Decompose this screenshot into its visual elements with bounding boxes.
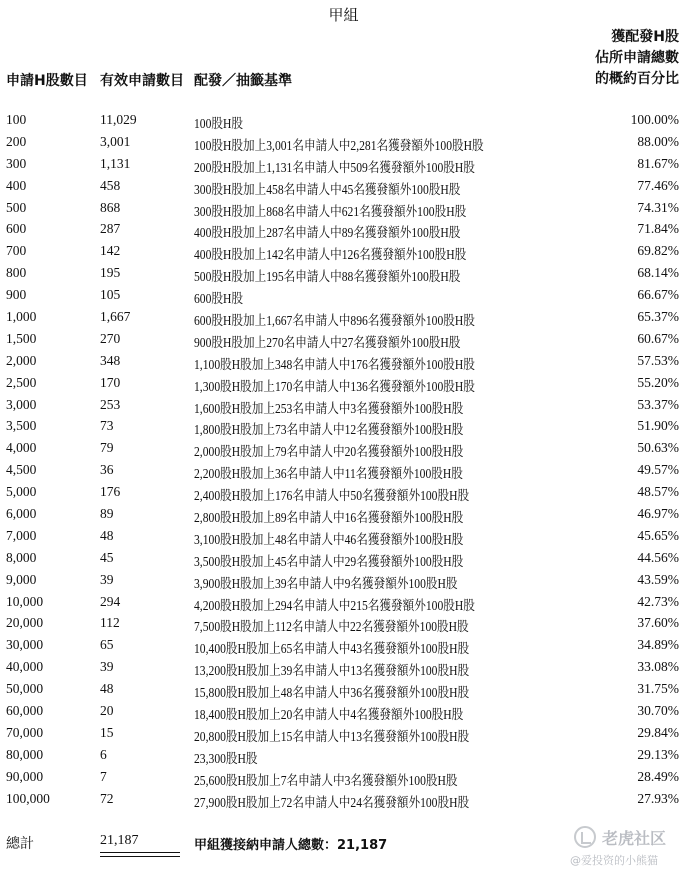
cell-shares-applied: 10,000: [6, 593, 44, 609]
cell-shares-applied: 60,000: [6, 703, 44, 719]
cell-shares-applied: 600: [6, 221, 27, 237]
cell-shares-applied: 300: [6, 155, 27, 171]
cell-percentage: 27.93%: [637, 790, 679, 806]
cell-shares-applied: 700: [6, 243, 27, 259]
table-row: [0, 395, 687, 417]
cell-shares-applied: 1,000: [6, 309, 37, 325]
table-row: [0, 154, 687, 176]
cell-valid-applications: 294: [100, 593, 121, 609]
cell-allotment-basis: 27,900股H股加上72名申請人中24名獲發額外100股H股: [194, 794, 470, 810]
cell-valid-applications: 270: [100, 330, 121, 346]
cell-allotment-basis: 2,000股H股加上79名申請人中20名獲發額外100股H股: [194, 444, 464, 460]
cell-shares-applied: 500: [6, 199, 27, 215]
cell-valid-applications: 79: [100, 440, 114, 456]
cell-percentage: 46.97%: [637, 506, 679, 522]
table-row: [0, 701, 687, 723]
total-applications: 21,187: [100, 833, 139, 848]
table-row: [0, 307, 687, 329]
cell-shares-applied: 30,000: [6, 637, 44, 653]
cell-valid-applications: 73: [100, 418, 114, 434]
table-row: [0, 723, 687, 745]
cell-shares-applied: 4,500: [6, 462, 37, 478]
allotment-table: [0, 110, 687, 811]
cell-valid-applications: 3,001: [100, 133, 131, 149]
cell-percentage: 30.70%: [637, 703, 679, 719]
table-row: [0, 745, 687, 767]
cell-shares-applied: 900: [6, 287, 27, 303]
cell-allotment-basis: 18,400股H股加上20名申請人中4名獲發額外100股H股: [194, 707, 464, 723]
cell-valid-applications: 195: [100, 265, 121, 281]
cell-percentage: 42.73%: [637, 593, 679, 609]
cell-shares-applied: 80,000: [6, 746, 44, 762]
cell-shares-applied: 90,000: [6, 768, 44, 784]
cell-valid-applications: 142: [100, 243, 121, 259]
header-percentage-line-3: 的概約百分比: [595, 71, 679, 87]
table-row: [0, 504, 687, 526]
cell-valid-applications: 253: [100, 396, 121, 412]
cell-valid-applications: 1,667: [100, 309, 131, 325]
watermark-brand: 老虎社区: [602, 829, 667, 848]
cell-percentage: 55.20%: [637, 374, 679, 390]
cell-shares-applied: 2,500: [6, 374, 37, 390]
cell-allotment-basis: 300股H股加上458名申請人中45名獲發額外100股H股: [194, 181, 461, 197]
cell-allotment-basis: 3,100股H股加上48名申請人中46名獲發額外100股H股: [194, 531, 464, 547]
cell-allotment-basis: 2,800股H股加上89名申請人中16名獲發額外100股H股: [194, 510, 464, 526]
cell-percentage: 68.14%: [637, 265, 679, 281]
cell-shares-applied: 5,000: [6, 484, 37, 500]
cell-valid-applications: 176: [100, 484, 121, 500]
cell-allotment-basis: 13,200股H股加上39名申請人中13名獲發額外100股H股: [194, 663, 470, 679]
cell-valid-applications: 65: [100, 637, 114, 653]
cell-percentage: 37.60%: [637, 615, 679, 631]
table-row: [0, 351, 687, 373]
cell-valid-applications: 105: [100, 287, 121, 303]
cell-allotment-basis: 600股H股加上1,667名申請人中896名獲發額外100股H股: [194, 313, 475, 329]
table-row: [0, 110, 687, 132]
cell-shares-applied: 100,000: [6, 790, 50, 806]
cell-allotment-basis: 3,900股H股加上39名申請人中9名獲發額外100股H股: [194, 575, 458, 591]
cell-allotment-basis: 23,300股H股: [194, 750, 258, 766]
total-double-underline: [100, 852, 180, 857]
header-percentage-line-1: 獲配發H股: [611, 29, 679, 45]
cell-valid-applications: 45: [100, 549, 114, 565]
table-row: [0, 219, 687, 241]
header-valid-applications: 有效申請數目: [100, 73, 184, 89]
cell-valid-applications: 39: [100, 659, 114, 675]
cell-allotment-basis: 400股H股加上142名申請人中126名獲發額外100股H股: [194, 247, 467, 263]
table-row: [0, 482, 687, 504]
cell-shares-applied: 4,000: [6, 440, 37, 456]
cell-shares-applied: 70,000: [6, 724, 44, 740]
cell-percentage: 49.57%: [637, 462, 679, 478]
cell-allotment-basis: 1,100股H股加上348名申請人中176名獲發額外100股H股: [194, 356, 475, 372]
cell-percentage: 45.65%: [637, 527, 679, 543]
cell-valid-applications: 1,131: [100, 155, 131, 171]
cell-percentage: 81.67%: [637, 155, 679, 171]
cell-allotment-basis: 4,200股H股加上294名申請人中215名獲發額外100股H股: [194, 597, 475, 613]
table-row: [0, 613, 687, 635]
cell-percentage: 53.37%: [637, 396, 679, 412]
cell-percentage: 77.46%: [637, 177, 679, 193]
cell-shares-applied: 9,000: [6, 571, 37, 587]
cell-allotment-basis: 10,400股H股加上65名申請人中43名獲發額外100股H股: [194, 641, 470, 657]
cell-percentage: 60.67%: [637, 330, 679, 346]
header-percentage-line-2: 佔所申請總數: [595, 50, 679, 66]
cell-shares-applied: 7,000: [6, 527, 37, 543]
cell-allotment-basis: 100股H股加上3,001名申請人中2,281名獲發額外100股H股: [194, 137, 484, 153]
cell-valid-applications: 48: [100, 527, 114, 543]
header-percentage: [595, 27, 679, 90]
cell-percentage: 28.49%: [637, 768, 679, 784]
table-row: [0, 176, 687, 198]
table-row: [0, 592, 687, 614]
cell-valid-applications: 72: [100, 790, 114, 806]
cell-valid-applications: 6: [100, 746, 107, 762]
table-row: [0, 373, 687, 395]
cell-percentage: 88.00%: [637, 133, 679, 149]
cell-shares-applied: 100: [6, 112, 27, 127]
cell-valid-applications: 7: [100, 768, 107, 784]
table-row: [0, 635, 687, 657]
cell-shares-applied: 1,500: [6, 330, 37, 346]
cell-valid-applications: 170: [100, 374, 121, 390]
cell-percentage: 31.75%: [637, 681, 679, 697]
table-row: [0, 548, 687, 570]
cell-allotment-basis: 200股H股加上1,131名申請人中509名獲發額外100股H股: [194, 159, 475, 175]
cell-percentage: 65.37%: [637, 309, 679, 325]
cell-valid-applications: 348: [100, 352, 121, 368]
cell-allotment-basis: 15,800股H股加上48名申請人中36名獲發額外100股H股: [194, 685, 470, 701]
table-row: [0, 329, 687, 351]
table-row: [0, 657, 687, 679]
cell-allotment-basis: 3,500股H股加上45名申請人中29名獲發額外100股H股: [194, 553, 464, 569]
watermark-logo-icon: [574, 826, 596, 848]
cell-percentage: 51.90%: [637, 418, 679, 434]
cell-allotment-basis: 300股H股加上868名申請人中621名獲發額外100股H股: [194, 203, 467, 219]
cell-percentage: 69.82%: [637, 243, 679, 259]
cell-percentage: 43.59%: [637, 571, 679, 587]
cell-allotment-basis: 20,800股H股加上15名申請人中13名獲發額外100股H股: [194, 728, 470, 744]
watermark-handle: @爱投资的小熊猫: [570, 854, 658, 867]
cell-shares-applied: 20,000: [6, 615, 44, 631]
table-row: [0, 526, 687, 548]
cell-allotment-basis: 2,400股H股加上176名申請人中50名獲發額外100股H股: [194, 488, 470, 504]
cell-shares-applied: 200: [6, 133, 27, 149]
cell-valid-applications: 458: [100, 177, 121, 193]
table-row: [0, 767, 687, 789]
cell-allotment-basis: 1,300股H股加上170名申請人中136名獲發額外100股H股: [194, 378, 475, 394]
table-row: [0, 198, 687, 220]
total-label: 總計: [6, 837, 34, 852]
cell-percentage: 44.56%: [637, 549, 679, 565]
document-title: 甲組: [328, 8, 359, 24]
cell-valid-applications: 112: [100, 615, 120, 631]
table-row: [0, 263, 687, 285]
table-row: [0, 789, 687, 811]
table-row: [0, 241, 687, 263]
cell-allotment-basis: 25,600股H股加上7名申請人中3名獲發額外100股H股: [194, 772, 458, 788]
cell-valid-applications: 868: [100, 199, 121, 215]
cell-percentage: 34.89%: [637, 637, 679, 653]
cell-shares-applied: 3,500: [6, 418, 37, 434]
cell-allotment-basis: 2,200股H股加上36名申請人中11名獲發額外100股H股: [194, 466, 463, 482]
cell-percentage: 50.63%: [637, 440, 679, 456]
cell-percentage: 48.57%: [637, 484, 679, 500]
cell-valid-applications: 20: [100, 703, 114, 719]
header-shares-applied: 申請H股數目: [6, 73, 88, 89]
cell-percentage: 71.84%: [637, 221, 679, 237]
cell-allotment-basis: 500股H股加上195名申請人中88名獲發額外100股H股: [194, 269, 461, 285]
table-row: [0, 416, 687, 438]
cell-valid-applications: 11,029: [100, 112, 137, 127]
total-summary: 甲組獲接納申請人總數：21,187: [194, 838, 388, 853]
cell-allotment-basis: 100股H股: [194, 116, 244, 131]
cell-valid-applications: 89: [100, 506, 114, 522]
cell-percentage: 100.00%: [630, 112, 679, 127]
cell-shares-applied: 8,000: [6, 549, 37, 565]
cell-allotment-basis: 400股H股加上287名申請人中89名獲發額外100股H股: [194, 225, 461, 241]
cell-percentage: 29.84%: [637, 724, 679, 740]
cell-valid-applications: 287: [100, 221, 121, 237]
table-row: [0, 679, 687, 701]
cell-valid-applications: 15: [100, 724, 114, 740]
cell-shares-applied: 40,000: [6, 659, 44, 675]
header-allotment-basis: 配發／抽籤基準: [194, 73, 292, 89]
cell-shares-applied: 3,000: [6, 396, 37, 412]
cell-percentage: 66.67%: [637, 287, 679, 303]
cell-percentage: 33.08%: [637, 659, 679, 675]
table-row: [0, 132, 687, 154]
cell-shares-applied: 50,000: [6, 681, 44, 697]
cell-shares-applied: 2,000: [6, 352, 37, 368]
table-row: [0, 285, 687, 307]
cell-percentage: 57.53%: [637, 352, 679, 368]
cell-allotment-basis: 600股H股: [194, 291, 244, 307]
cell-valid-applications: 39: [100, 571, 114, 587]
cell-allotment-basis: 1,600股H股加上253名申請人中3名獲發額外100股H股: [194, 400, 464, 416]
table-row: [0, 570, 687, 592]
table-row: [0, 460, 687, 482]
cell-allotment-basis: 7,500股H股加上112名申請人中22名獲發額外100股H股: [194, 619, 469, 635]
cell-valid-applications: 48: [100, 681, 114, 697]
cell-shares-applied: 400: [6, 177, 27, 193]
cell-allotment-basis: 1,800股H股加上73名申請人中12名獲發額外100股H股: [194, 422, 464, 438]
cell-percentage: 74.31%: [637, 199, 679, 215]
cell-allotment-basis: 900股H股加上270名申請人中27名獲發額外100股H股: [194, 334, 461, 350]
cell-valid-applications: 36: [100, 462, 114, 478]
cell-shares-applied: 6,000: [6, 506, 37, 522]
cell-percentage: 29.13%: [637, 746, 679, 762]
cell-shares-applied: 800: [6, 265, 27, 281]
table-row: [0, 438, 687, 460]
